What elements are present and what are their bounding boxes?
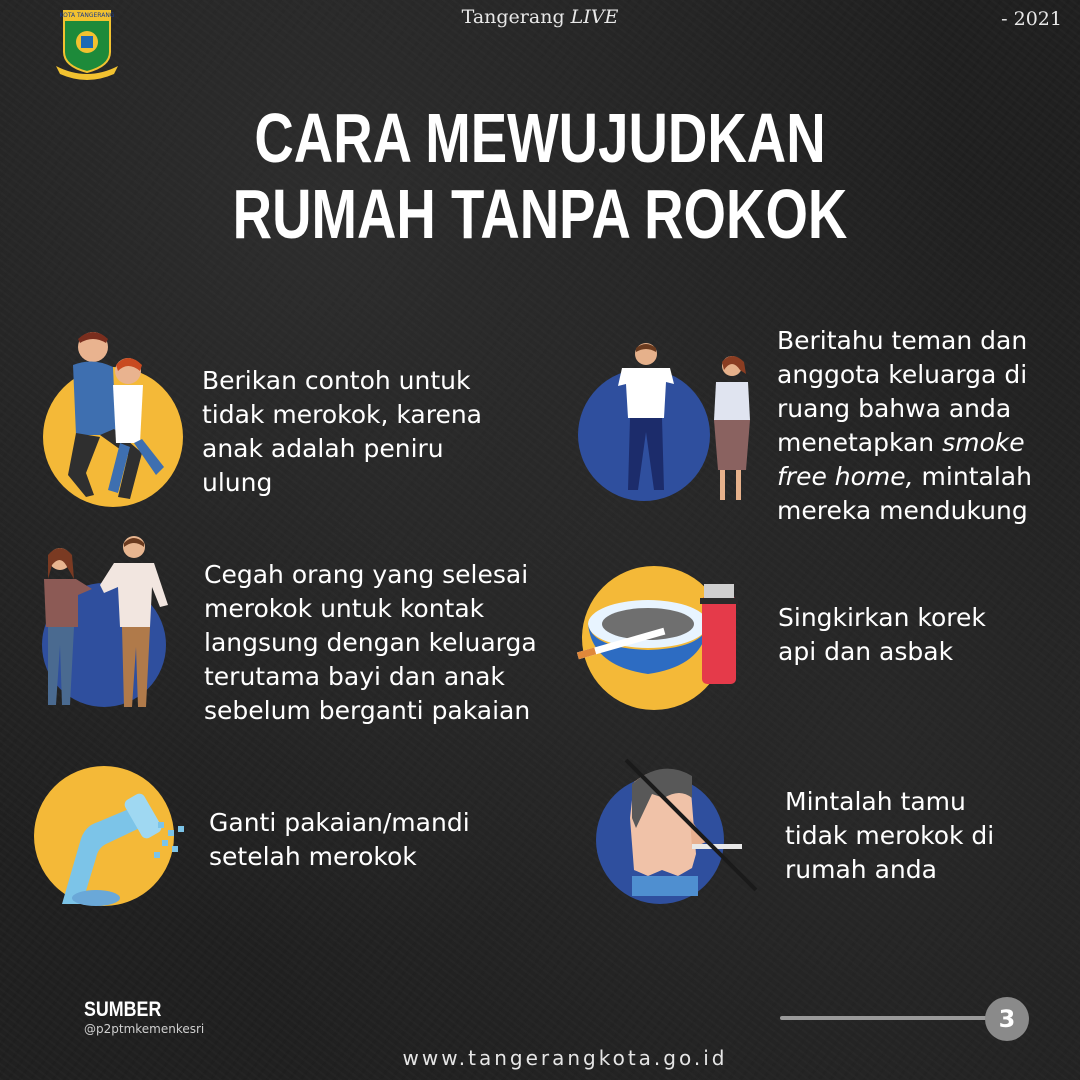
couple-illustration (30, 535, 190, 715)
no-smoking-man-illustration (592, 758, 762, 908)
shower-illustration (32, 764, 192, 909)
website-url[interactable]: www.tangerangkota.go.id (402, 1046, 728, 1070)
title-line-1: CARA MEWUJUDKAN (254, 99, 826, 177)
tip-2-text: Cegah orang yang selesai merokok untuk kontak langsung dengan keluarga terutama bayi dan anak sebelum berganti pakaian (204, 560, 537, 725)
year-label: - 2021 (1001, 8, 1062, 30)
tip-6-text: Mintalah tamu tidak merokok di rumah anda (785, 787, 995, 884)
tip-3-text: Ganti pakaian/mandi setelah merokok (209, 808, 470, 871)
tip-5-text: Singkirkan korek api dan asbak (778, 603, 986, 666)
tip-4-text: Beritahu teman dan anggota keluarga di ruang bahwa anda menetapkan smoke free home, mintalah mereka mendukung (777, 326, 1032, 525)
source-handle: @p2ptmkemenkesri (84, 1022, 205, 1036)
page-number-badge: 3 (985, 997, 1029, 1041)
brand-label: Tangerang LIVE (461, 6, 619, 28)
page-title (119, 100, 961, 252)
svg-text:KOTA TANGERANG: KOTA TANGERANG (59, 12, 115, 19)
parent-child-illustration (38, 325, 188, 510)
source-label: SUMBER (84, 998, 162, 1021)
title-line-2: RUMAH TANPA ROKOK (232, 175, 848, 253)
ashtray-lighter-illustration (576, 566, 746, 716)
talking-people-illustration (578, 340, 758, 515)
page-progress-line (780, 1016, 990, 1020)
tip-1-text: Berikan contoh untuk tidak merokok, karena anak adalah peniru ulung (202, 366, 483, 497)
